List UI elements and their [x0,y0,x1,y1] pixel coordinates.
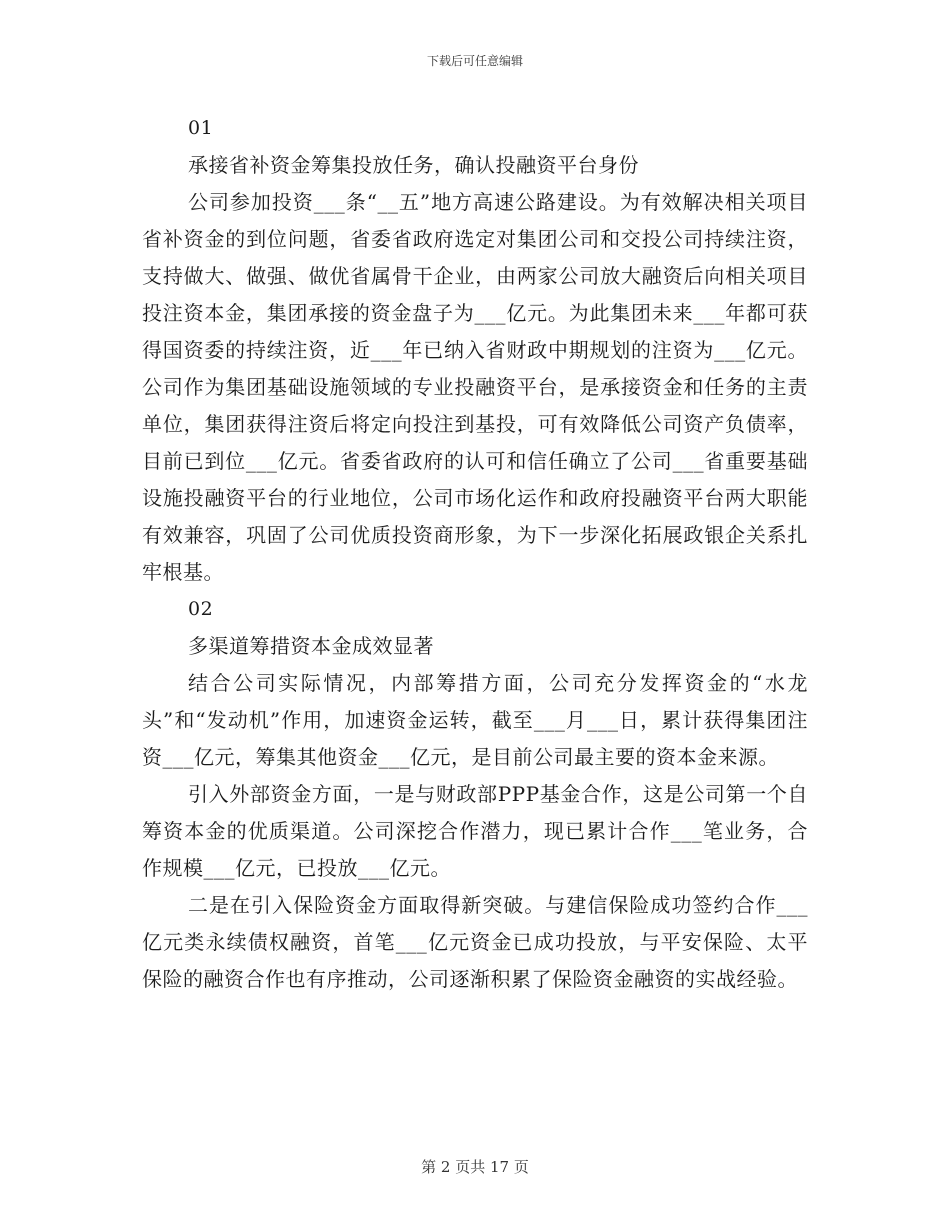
section-number: 02 [188,598,214,620]
section-title: 多渠道筹措资本金成效显著 [188,634,434,658]
document-body [142,110,808,998]
page-footer: 第 2 页共 17 页 [421,1158,529,1176]
paragraph: 二是在引入保险资金方面取得新突破。与建信保险成功签约合作___亿元类永续债权融资，首笔___亿元资金已成功投放，与平安保险、太平保险的融资合作也有序推动，公司逐渐积累了保险资金融资的实战经验。 [142,893,808,991]
section-01 [142,110,808,591]
section-number: 01 [188,117,214,139]
paragraph: 公司参加投资___条“__五”地方高速公路建设。为有效解决相关项目省补资金的到位问题，省委省政府选定对集团公司和交投公司持续注资，支持做大、做强、做优省属骨干企业，由两家公司放大融资后向相关项目投注资本金，集团承接的资金盘子为___亿元。为此集团未来___年都可获得国资委的持续注资，近___年已纳入省财政中期规划的注资为___亿元。公司作为集团基础设施领域的专业投融资平台，是承接资金和任务的主责单位，集团获得注资后将定向投注到基投，可有效降低公司资产负债率，目前已到位___亿元。省委省政府的认可和信任确立了公司___省重要基础设施投融资平台的行业地位，公司市场化运作和政府投融资平台两大职能有效兼容，巩固了公司优质投资商形象，为下一步深化拓展政银企关系扎牢根基。 [142,190,808,584]
paragraph: 结合公司实际情况，内部筹措方面，公司充分发挥资金的“水龙头”和“发动机”作用，加速资金运转，截至___月___日，累计获得集团注资___亿元，筹集其他资金___亿元，是目前公司最主要的资本金来源。 [142,671,808,769]
section-02 [142,591,808,998]
section-title: 承接省补资金筹集投放任务，确认投融资平台身份 [188,153,639,177]
page-header: 下载后可任意编辑 [426,54,523,68]
paragraph: 引入外部资金方面，一是与财政部PPP基金合作，这是公司第一个自筹资本金的优质渠道。公司深挖合作潜力，现已累计合作___笔业务，合作规模___亿元，已投放___亿元。 [142,782,808,880]
